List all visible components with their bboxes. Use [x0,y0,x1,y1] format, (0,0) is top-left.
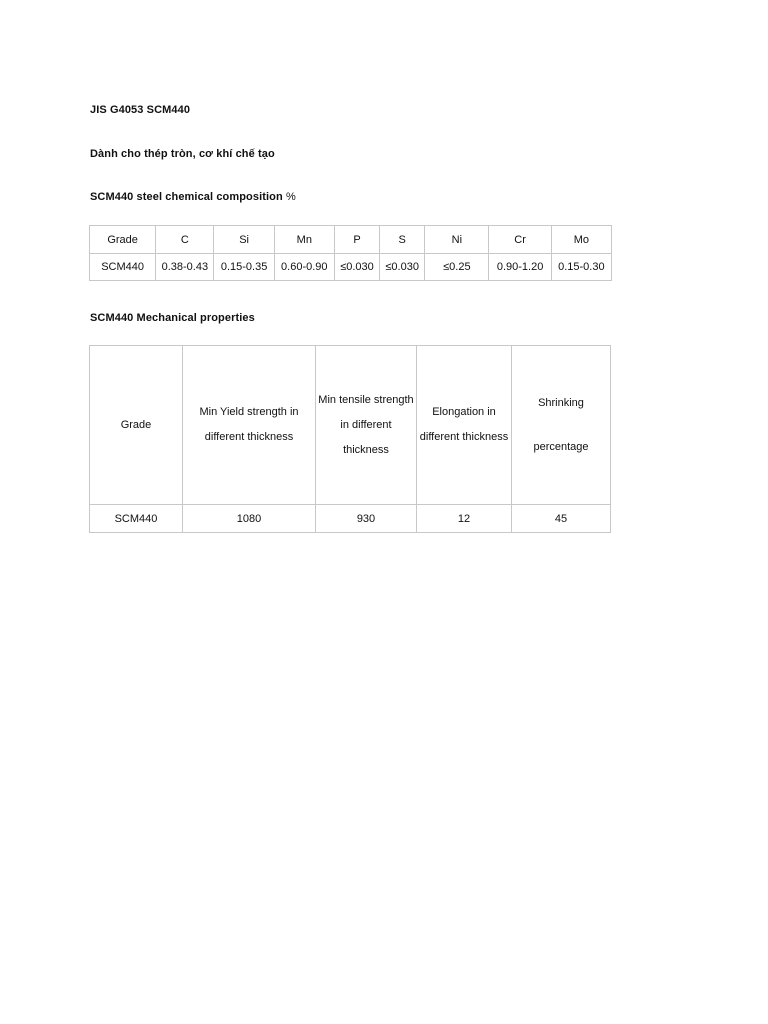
document-title: JIS G4053 SCM440 [90,104,191,116]
cell-ni: ≤0.25 [425,254,489,281]
cell-tensile-strength: 930 [316,505,417,533]
cell-cr: 0.90-1.20 [489,254,551,281]
header-cell-c: C [156,226,214,254]
cell-shrinking-percentage: 45 [512,505,611,533]
mechanical-properties-heading: SCM440 Mechanical properties [90,312,255,324]
chemical-composition-heading [90,191,296,203]
header-cell-grade: Grade [90,346,183,505]
cell-si: 0.15-0.35 [214,254,274,281]
header-cell-s: S [380,226,425,254]
header-cell-mo: Mo [551,226,611,254]
table-row [90,505,611,533]
table-header-row [90,226,612,254]
cell-mn: 0.60-0.90 [274,254,334,281]
header-cell-p: P [334,226,379,254]
cell-elongation: 12 [417,505,512,533]
cell-yield-strength: 1080 [183,505,316,533]
header-cell-elongation: Elongation in different thickness [417,346,512,505]
chemical-heading-text: SCM440 steel chemical composition [90,191,283,203]
chemical-heading-unit: % [282,191,296,203]
spacer [514,414,608,436]
document-subtitle: Dành cho thép tròn, cơ khí chế tạo [90,148,275,160]
cell-grade: SCM440 [90,254,156,281]
header-cell-ni: Ni [425,226,489,254]
header-cell-grade: Grade [90,226,156,254]
percentage-label: percentage [533,441,589,453]
shrinking-label: Shrinking [538,397,584,409]
table-row [90,254,612,281]
cell-grade: SCM440 [90,505,183,533]
header-cell-tensile-strength: Min tensile strength in different thickness [316,346,417,505]
cell-p: ≤0.030 [334,254,379,281]
table-header-row [90,346,611,505]
header-cell-mn: Mn [274,226,334,254]
header-cell-si: Si [214,226,274,254]
chemical-composition-table [89,225,612,281]
header-cell-yield-strength: Min Yield strength in different thickness [183,346,316,505]
mechanical-properties-table [89,345,611,533]
header-cell-shrinking-percentage [512,346,611,505]
cell-mo: 0.15-0.30 [551,254,611,281]
cell-s: ≤0.030 [380,254,425,281]
cell-c: 0.38-0.43 [156,254,214,281]
header-cell-cr: Cr [489,226,551,254]
